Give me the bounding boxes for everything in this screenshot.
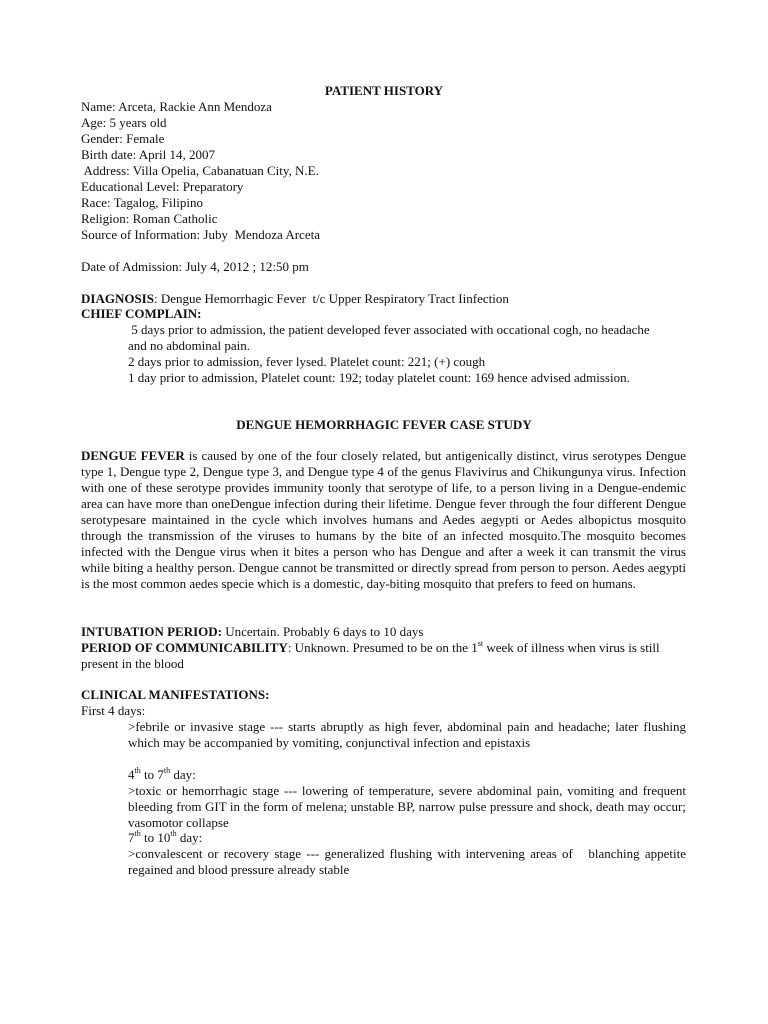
patient-address: Address: Villa Opelia, Cabanatuan City, N.E. (81, 163, 319, 178)
dengue-fever-paragraph (81, 448, 686, 592)
intubation-text: Uncertain. Probably 6 days to 10 days (221, 624, 424, 639)
diagnosis-line (81, 291, 689, 307)
chief-complain-label: CHIEF COMPLAIN: (81, 306, 202, 321)
chief-complain-item-3: 1 day prior to admission, Platelet count: 192; today platelet count: 169 hence advised admission. (128, 370, 630, 385)
patient-age: Age: 5 years old (81, 115, 167, 130)
diagnosis-text: : Dengue Hemorrhagic Fever t/c Upper Respiratory Tract Iinfection (153, 291, 509, 306)
patient-history-title: PATIENT HISTORY (324, 83, 444, 98)
febrile-stage-text: >febrile or invasive stage --- starts abruptly as high fever, abdominal pain and headache; later flushing which may be accompanied by vomiting, conjunctival infection and epistaxis (128, 719, 686, 750)
admission-date: Date of Admission: July 4, 2012 ; 12:50 pm (81, 259, 309, 274)
dengue-fever-text: is caused by one of the four closely related, but antigenically distinct, virus serotypes Dengue type 1, Dengue type 2, Dengue type 3, and Dengue type 4 of the genus Flavivirus and Chikungunya virus. Infection with one of these serotype provides immunity toonly that serotype of life, to a person living in a Dengue-endemic area can have more than oneDengue infection during their lifetime. Dengue fever through the four different Dengue serotypesare maintained in the cycle which involves humans and Aedes aegypti or Aedes albopictus mosquito through the transmission of the viruses to humans by the bite of an infected mosquito.The mosquito becomes infected with the Dengue virus when it bites a person who has Dengue and after a week it can transmit the virus while biting a healthy person. Dengue cannot be transmitted or directly spread from person to person. Aedes aegypti is the most common aedes specie which is a domestic, day-biting mosquito that prefers to feed on humans. (81, 448, 686, 591)
communicability-superscript: st (477, 638, 484, 648)
intubation-line (81, 624, 689, 640)
day-7-number: to 7 (140, 767, 164, 782)
dengue-fever-label: DENGUE FEVER (81, 448, 185, 463)
patient-gender: Gender: Female (81, 131, 165, 146)
day-4-to-7-label (128, 767, 686, 783)
day-7b-number: 7 (128, 830, 135, 845)
patient-name: Name: Arceta, Rackie Ann Mendoza (81, 99, 272, 114)
day-7-to-10-suffix: day: (176, 830, 203, 845)
first-days-label: First 4 days: (81, 703, 146, 718)
day-7-to-10-label (128, 830, 686, 846)
day-10-number: to 10 (140, 830, 171, 845)
information-source: Source of Information: Juby Mendoza Arceta (81, 227, 320, 242)
patient-birth-date: Birth date: April 14, 2007 (81, 147, 215, 162)
intubation-label: INTUBATION PERIOD: (81, 624, 222, 639)
clinical-manifestations-line (81, 687, 689, 703)
convalescent-stage-text: >convalescent or recovery stage --- generalized flushing with intervening areas of blanching appetite regained and blood pressure already stable (128, 846, 690, 877)
chief-complain-item-2: 2 days prior to admission, fever lysed. Platelet count: 221; (+) cough (128, 354, 486, 369)
day-7b-superscript: th (134, 828, 141, 838)
patient-religion: Religion: Roman Catholic (81, 211, 218, 226)
clinical-manifestations-label: CLINICAL MANIFESTATIONS: (81, 687, 270, 702)
day-4-superscript: th (134, 765, 141, 775)
communicability-label: PERIOD OF COMMUNICABILITY (81, 640, 288, 655)
diagnosis-label: DIAGNOSIS (81, 291, 154, 306)
day-4-to-7-suffix: day: (170, 767, 196, 782)
chief-complain-item-1a: 5 days prior to admission, the patient developed fever associated with occational cogh, no headache (128, 322, 650, 337)
communicability-text-b: week of illness when virus is still present in the blood (81, 640, 660, 671)
communicability-paragraph (81, 640, 686, 672)
day-10-superscript: th (170, 828, 177, 838)
patient-education: Educational Level: Preparatory (81, 179, 244, 194)
day-7-superscript: th (163, 765, 171, 775)
patient-race: Race: Tagalog, Filipino (81, 195, 203, 210)
case-study-title: DENGUE HEMORRHAGIC FEVER CASE STUDY (236, 417, 532, 432)
communicability-text-a: : Unknown. Presumed to be on the 1 (287, 640, 478, 655)
day-4-number: 4 (128, 767, 135, 782)
chief-complain-item-1b: and no abdominal pain. (128, 338, 251, 353)
chief-complain-line (81, 306, 689, 322)
toxic-stage-text: >toxic or hemorrhagic stage --- lowering of temperature, severe abdominal pain, vomiting and frequent bleeding from GIT in the form of melena; unstable BP, narrow pulse pressure and shock, death may occur; vasomotor collapse (128, 783, 686, 830)
